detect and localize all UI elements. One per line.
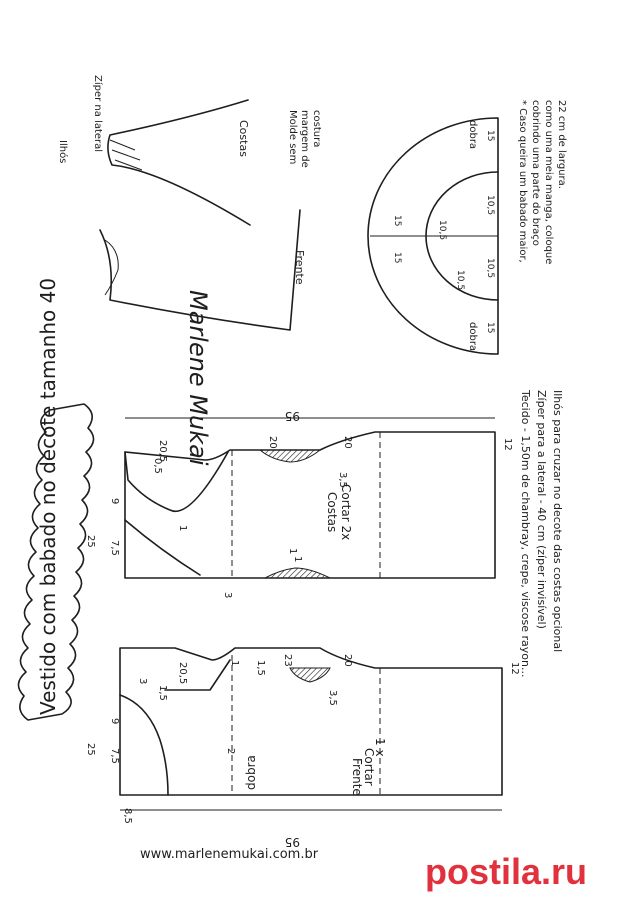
svg-text:9: 9 xyxy=(109,718,120,725)
front-label-2: Cortar xyxy=(362,748,376,786)
svg-text:22 cm de largura.: 22 cm de largura. xyxy=(556,100,567,189)
svg-text:20,5: 20,5 xyxy=(177,662,188,685)
svg-text:margem de: margem de xyxy=(299,110,310,168)
svg-text:7,5: 7,5 xyxy=(109,540,120,556)
title-bubble xyxy=(18,278,93,720)
svg-text:2: 2 xyxy=(225,748,236,755)
svg-text:10,5: 10,5 xyxy=(485,258,495,279)
svg-text:Ilhós para cruzar no decote da: Ilhós para cruzar no decote das costas opcional xyxy=(551,390,564,653)
svg-text:10,5: 10,5 xyxy=(455,270,465,291)
ruffle-piece xyxy=(368,118,498,354)
svg-text:25: 25 xyxy=(85,743,96,756)
svg-text:1: 1 xyxy=(292,556,303,563)
front-total-length: 95 xyxy=(284,835,300,849)
seam-note xyxy=(287,110,322,168)
svg-text:12: 12 xyxy=(502,438,513,451)
svg-text:3,5: 3,5 xyxy=(327,690,338,706)
svg-text:10,5: 10,5 xyxy=(485,195,495,216)
svg-text:Zíper para a lateral - 40 cm (: Zíper para a lateral - 40 cm (zíper invisível) xyxy=(535,390,548,629)
watermark xyxy=(425,851,587,892)
svg-text:1: 1 xyxy=(177,525,188,532)
ruffle-fold-top: dobra xyxy=(467,120,478,150)
svg-text:20,5: 20,5 xyxy=(157,440,168,463)
svg-text:20: 20 xyxy=(342,436,353,449)
front-fold: dobra xyxy=(244,755,258,790)
svg-text:1: 1 xyxy=(229,660,240,667)
svg-text:Tecido - 1,50m de chambray, cr: Tecido - 1,50m de chambray, crepe, viscose rayon... xyxy=(519,390,532,678)
svg-text:23: 23 xyxy=(282,654,293,667)
svg-text:costura: costura xyxy=(311,110,322,148)
signature xyxy=(184,290,212,466)
svg-text:12: 12 xyxy=(509,662,520,675)
svg-text:9: 9 xyxy=(109,498,120,505)
sketch-front-label: Frente xyxy=(293,250,306,285)
back-label-1: Costas xyxy=(325,492,339,533)
svg-text:7,5: 7,5 xyxy=(109,748,120,764)
sketch-tie-label: Ilhós xyxy=(57,140,68,164)
svg-text:15: 15 xyxy=(485,322,495,334)
materials-list xyxy=(519,389,564,677)
website: www.marlenemukai.com.br xyxy=(140,847,319,862)
svg-text:20: 20 xyxy=(267,436,278,449)
svg-text:20: 20 xyxy=(342,654,353,667)
svg-text:postila.ru: postila.ru xyxy=(425,851,588,892)
svg-text:15: 15 xyxy=(392,215,402,227)
svg-text:Marlene Mukai: Marlene Mukai xyxy=(184,290,212,466)
svg-text:10,5: 10,5 xyxy=(437,220,447,241)
ruffle-fold-bottom: dobra xyxy=(467,322,478,352)
page-title: Vestido com babado no decote tamanho 40 xyxy=(36,277,60,715)
svg-text:25: 25 xyxy=(85,535,96,548)
back-piece xyxy=(85,409,513,598)
svg-text:3: 3 xyxy=(137,678,148,685)
svg-text:cobrindo uma parte do braço: cobrindo uma parte do braço xyxy=(530,100,541,246)
svg-text:15: 15 xyxy=(485,130,495,142)
ruffle-note xyxy=(517,100,567,264)
front-label-3: 1 x xyxy=(373,738,387,757)
svg-text:3: 3 xyxy=(222,592,233,599)
svg-text:1,5: 1,5 xyxy=(255,660,266,676)
svg-text:15: 15 xyxy=(392,252,402,264)
front-label-1: Frente xyxy=(350,758,364,796)
svg-text:3,5: 3,5 xyxy=(337,472,348,488)
sketch-back-label: Costas xyxy=(237,120,250,157)
ruffle-dimensions xyxy=(392,130,495,333)
svg-text:como uma meia manga, coloque: como uma meia manga, coloque xyxy=(543,100,554,265)
svg-text:1,5: 1,5 xyxy=(157,685,168,701)
front-piece xyxy=(85,648,520,849)
svg-text:8,5: 8,5 xyxy=(122,808,133,824)
sketch-zip-label: Zíper na lateral xyxy=(92,75,103,153)
back-total-length: 95 xyxy=(284,409,300,423)
svg-text:* Caso queira um babado maior,: * Caso queira um babado maior, xyxy=(517,100,528,263)
svg-text:0,5: 0,5 xyxy=(152,458,163,474)
svg-text:1: 1 xyxy=(287,548,298,555)
svg-text:Molde sem: Molde sem xyxy=(287,110,298,165)
back-label-2: Cortar 2x xyxy=(339,484,353,541)
